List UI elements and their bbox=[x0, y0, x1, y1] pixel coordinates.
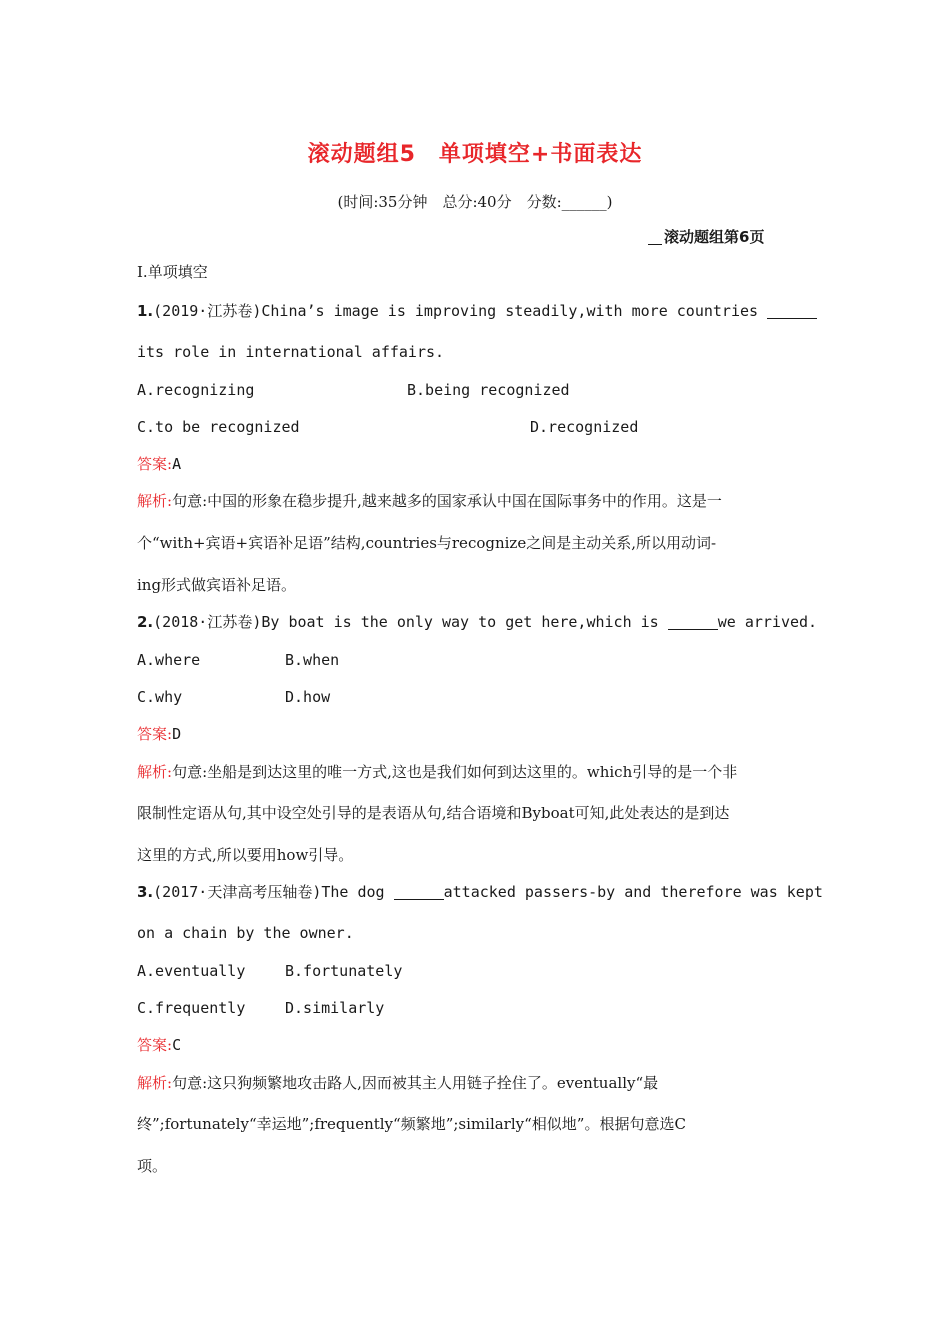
question-3-source: (2017·天津高考压轴卷) bbox=[153, 883, 322, 901]
question-3-option-d: D.similarly bbox=[285, 999, 385, 1017]
question-1-option-c: C.to be recognized bbox=[137, 418, 300, 436]
question-2-source: (2018·江苏卷) bbox=[153, 613, 262, 631]
question-2-blank bbox=[668, 629, 718, 630]
answer-label: 答案: bbox=[137, 455, 173, 473]
question-3-text-after: attacked passers-by and therefore was kept bbox=[443, 883, 823, 901]
analysis-label: 解析: bbox=[137, 763, 173, 781]
answer-label: 答案: bbox=[137, 1036, 173, 1054]
answer-value: A bbox=[172, 455, 182, 473]
question-3-option-b: B.fortunately bbox=[285, 962, 403, 980]
document-subtitle: (时间:35分钟 总分:40分 分数:______) bbox=[337, 193, 613, 211]
question-2-stem bbox=[137, 612, 817, 632]
question-2-number: 2. bbox=[137, 613, 154, 631]
question-1-answer bbox=[137, 454, 181, 474]
question-1-analysis-line-2: 个“with+宾语+宾语补足语”结构,countries与recognize之间是主动关系,所以用动词- bbox=[137, 534, 717, 552]
question-3-blank bbox=[394, 899, 444, 900]
question-2-option-c: C.why bbox=[137, 688, 183, 706]
document-title: 滚动题组5 单项填空+书面表达 bbox=[307, 142, 643, 167]
question-3-analysis-line-2: 终”;fortunately“幸运地”;frequently“频繁地”;similarly“相似地”。根据句意选C bbox=[137, 1115, 686, 1133]
question-2-analysis-line-2: 限制性定语从句,其中设空处引导的是表语从句,结合语境和Byboat可知,此处表达的是到达 bbox=[137, 804, 730, 822]
question-3-analysis-line-3: 项。 bbox=[137, 1157, 168, 1175]
question-1-source: (2019·江苏卷) bbox=[153, 302, 262, 320]
question-2-answer bbox=[137, 724, 181, 744]
question-3-stem-line2: on a chain by the owner. bbox=[137, 924, 354, 942]
question-1-text: China’s image is improving steadily,with more countries bbox=[261, 302, 768, 320]
question-1-blank bbox=[767, 318, 817, 319]
question-2-text-after: we arrived. bbox=[717, 613, 818, 631]
page-reference-rule bbox=[648, 244, 662, 245]
analysis-label: 解析: bbox=[137, 492, 173, 510]
question-3-option-c: C.frequently bbox=[137, 999, 246, 1017]
question-2-option-b: B.when bbox=[285, 651, 340, 669]
question-1-option-a: A.recognizing bbox=[137, 381, 255, 399]
page-reference-text: 滚动题组第6页 bbox=[664, 228, 765, 246]
question-1-number: 1. bbox=[137, 302, 154, 320]
question-3-option-a: A.eventually bbox=[137, 962, 246, 980]
question-2-option-a: A.where bbox=[137, 651, 201, 669]
analysis-text: 句意:这只狗频繁地攻击路人,因而被其主人用链子拴住了。eventually“最 bbox=[172, 1074, 659, 1092]
question-2-option-d: D.how bbox=[285, 688, 331, 706]
question-3-analysis-line-1 bbox=[137, 1073, 658, 1093]
question-3-number: 3. bbox=[137, 883, 154, 901]
question-3-answer bbox=[137, 1035, 181, 1055]
question-2-analysis-line-3: 这里的方式,所以要用how引导。 bbox=[137, 846, 354, 864]
answer-value: C bbox=[172, 1036, 182, 1054]
question-3-text: The dog bbox=[321, 883, 394, 901]
page-reference bbox=[648, 226, 764, 247]
question-1-option-d: D.recognized bbox=[530, 418, 639, 436]
analysis-text: 句意:中国的形象在稳步提升,越来越多的国家承认中国在国际事务中的作用。这是一 bbox=[172, 492, 722, 510]
question-1-analysis-line-3: ing形式做宾语补足语。 bbox=[137, 576, 297, 594]
question-2-analysis-line-1 bbox=[137, 762, 737, 782]
question-1-option-b: B.being recognized bbox=[407, 381, 570, 399]
section-heading: Ⅰ.单项填空 bbox=[137, 263, 208, 281]
answer-label: 答案: bbox=[137, 725, 173, 743]
question-1-stem-line2: its role in international affairs. bbox=[137, 343, 445, 361]
answer-value: D bbox=[172, 725, 182, 743]
question-1-stem bbox=[137, 301, 817, 321]
question-1-analysis-line-1 bbox=[137, 491, 722, 511]
question-2-text: By boat is the only way to get here,which is bbox=[261, 613, 668, 631]
analysis-label: 解析: bbox=[137, 1074, 173, 1092]
question-3-stem bbox=[137, 882, 823, 902]
analysis-text: 句意:坐船是到达这里的唯一方式,这也是我们如何到达这里的。which引导的是一个非 bbox=[172, 763, 738, 781]
